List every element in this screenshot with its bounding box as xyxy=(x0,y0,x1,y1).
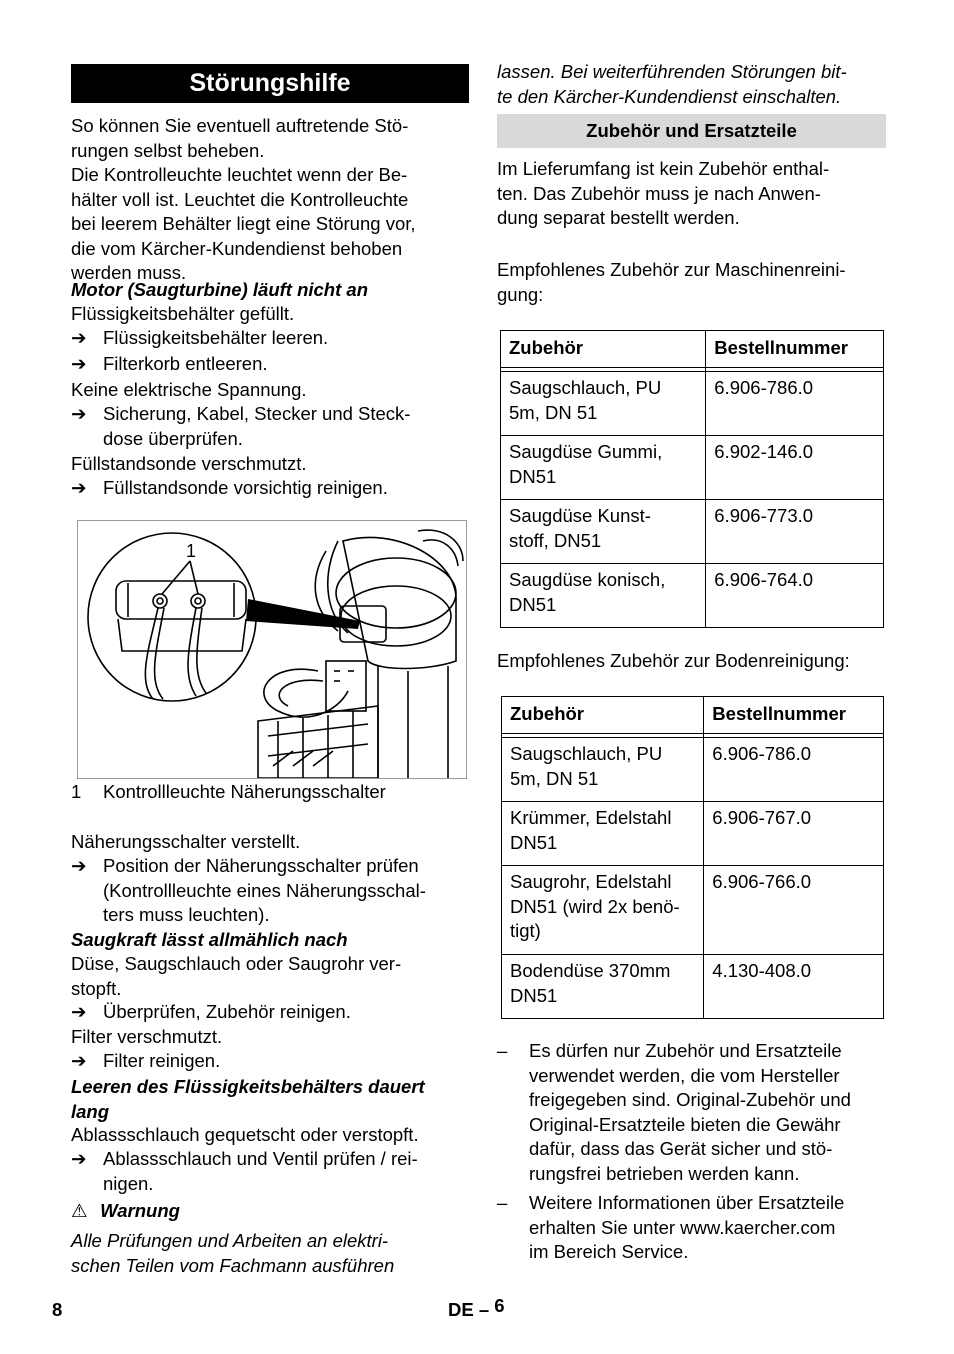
cause-text: Füllstandsonde verschmutzt. xyxy=(71,453,307,474)
accessory-name-cell: Krümmer, Edelstahl DN51 xyxy=(502,802,704,866)
action-item: ➔ Position der Näherungsschalter prüfen (Kontrollleuchte eines Näherungsschal- ters muss leuchten). xyxy=(71,855,426,925)
cause-text: Näherungsschalter verstellt. xyxy=(71,831,301,852)
accessory-name-cell: Saugdüse Gummi, DN51 xyxy=(501,436,706,500)
warning-text: Alle Prüfungen und Arbeiten an elektri- schen Teilen vom Fachmann ausführen xyxy=(71,1230,395,1276)
dash-bullet-icon: – xyxy=(497,1192,508,1213)
order-number-cell: 6.906-786.0 xyxy=(706,372,884,436)
floor-accessories-table xyxy=(501,696,884,1019)
arrow-right-icon: ➔ xyxy=(71,1148,87,1169)
arrow-right-icon: ➔ xyxy=(71,477,87,498)
table-row xyxy=(501,500,884,564)
floor-cleaning-intro: Empfohlenes Zubehör zur Bodenreinigung: xyxy=(497,650,850,671)
accessory-name-cell: Saugrohr, Edelstahl DN51 (wird 2x benö- tigt) xyxy=(502,866,704,955)
cause-text: Filter verschmutzt. xyxy=(71,1026,223,1047)
table-header: Bestellnummer xyxy=(704,697,884,734)
vacuum-machine-drawing xyxy=(78,521,466,778)
section-title: Störungshilfe xyxy=(71,64,469,103)
table-row xyxy=(501,564,884,628)
machine-accessories-table xyxy=(500,330,884,628)
dash-bullet-icon: – xyxy=(497,1040,508,1061)
figure-label: 1 xyxy=(186,541,197,561)
machine-cleaning-intro: Empfohlenes Zubehör zur Maschinenreini- gung: xyxy=(497,259,846,305)
arrow-right-icon: ➔ xyxy=(71,353,87,374)
accessory-name-cell: Saugdüse Kunst- stoff, DN51 xyxy=(501,500,706,564)
heading-drain: Leeren des Flüssigkeitsbehälters dauert lang xyxy=(71,1076,425,1122)
arrow-right-icon: ➔ xyxy=(71,403,87,424)
footer-num: 6 xyxy=(494,1295,505,1316)
order-number-cell: 6.902-146.0 xyxy=(706,436,884,500)
arrow-right-icon: ➔ xyxy=(71,1001,87,1022)
accessory-name-cell: Bodendüse 370mm DN51 xyxy=(502,955,704,1019)
table-row xyxy=(502,802,884,866)
arrow-right-icon: ➔ xyxy=(71,855,87,876)
action-item: ➔ Filterkorb entleeren. xyxy=(71,352,469,377)
action-item: ➔ Sicherung, Kabel, Stecker und Steck- dose überprüfen. xyxy=(71,403,411,449)
cause-text: Düse, Saugschlauch oder Saugrohr ver- stopft. xyxy=(71,953,402,999)
table-row xyxy=(501,372,884,436)
accessory-name-cell: Saugschlauch, PU 5m, DN 51 xyxy=(502,738,704,802)
table-row xyxy=(502,866,884,955)
cause-text: Flüssigkeitsbehälter gefüllt. xyxy=(71,303,295,324)
accessory-intro: Im Lieferumfang ist kein Zubehör enthal- ten. Das Zubehör muss je nach Anwen- dung separat bestellt werden. xyxy=(497,158,830,228)
order-number-cell: 6.906-786.0 xyxy=(704,738,884,802)
table-header: Zubehör xyxy=(501,331,706,368)
warning-heading: ⚠ Warnung xyxy=(71,1199,469,1224)
order-number-cell: 6.906-764.0 xyxy=(706,564,884,628)
heading-suction: Saugkraft lässt allmählich nach xyxy=(71,929,348,950)
heading-motor: Motor (Saugturbine) läuft nicht an xyxy=(71,279,369,300)
table-row xyxy=(501,436,884,500)
action-item: ➔ Überprüfen, Zubehör reinigen. xyxy=(71,1000,469,1025)
warning-text-continued: lassen. Bei weiterführenden Störungen bit- te den Kärcher-Kundendienst einschalten. xyxy=(497,61,847,107)
action-item: ➔ Flüssigkeitsbehälter leeren. xyxy=(71,326,469,351)
order-number-cell: 6.906-773.0 xyxy=(706,500,884,564)
footer-lang: DE xyxy=(448,1299,474,1320)
order-number-cell: 6.906-766.0 xyxy=(704,866,884,955)
arrow-right-icon: ➔ xyxy=(71,327,87,348)
action-item: ➔ Füllstandsonde vorsichtig reinigen. xyxy=(71,476,469,501)
arrow-right-icon: ➔ xyxy=(71,1050,87,1071)
table-header: Bestellnummer xyxy=(706,331,884,368)
accessory-name-cell: Saugdüse konisch, DN51 xyxy=(501,564,706,628)
intro-text: So können Sie eventuell auftretende Stö- rungen selbst beheben. Die Kontrolleuchte leuchtet wenn der Be- hälter voll ist. Leuchtet die Kontrolleuchte bei leerem Behälter liegt eine Störung vor, die vom Kärcher-Kundendienst behoben werden muss. xyxy=(71,115,416,283)
table-row xyxy=(502,955,884,1019)
warning-triangle-icon: ⚠ xyxy=(71,1200,88,1221)
cause-text: Keine elektrische Spannung. xyxy=(71,379,307,400)
page-number: 8 xyxy=(52,1299,63,1320)
cause-text: Ablassschlauch gequetscht oder verstopft. xyxy=(71,1124,419,1145)
order-number-cell: 4.130-408.0 xyxy=(704,955,884,1019)
order-number-cell: 6.906-767.0 xyxy=(704,802,884,866)
footer-sep: – xyxy=(478,1299,490,1320)
table-row xyxy=(502,738,884,802)
note-item: – Weitere Informationen über Ersatzteile erhalten Sie unter www.kaercher.com im Bereich Service. xyxy=(497,1192,845,1262)
action-item: ➔ Filter reinigen. xyxy=(71,1049,469,1074)
device-illustration xyxy=(77,520,467,779)
subsection-title: Zubehör und Ersatzteile xyxy=(497,114,886,148)
table-header: Zubehör xyxy=(502,697,704,734)
accessory-name-cell: Saugschlauch, PU 5m, DN 51 xyxy=(501,372,706,436)
action-item: ➔ Ablassschlauch und Ventil prüfen / rei- nigen. xyxy=(71,1148,418,1194)
note-item: – Es dürfen nur Zubehör und Ersatzteile verwendet werden, die vom Hersteller freigegeben sind. Original-Zubehör und Original-Ersatzteile bieten die Gewähr dafür, dass das Gerät sicher und stö- rungsfrei betrieben werden kann. xyxy=(497,1040,851,1184)
footer-section xyxy=(448,1295,505,1323)
